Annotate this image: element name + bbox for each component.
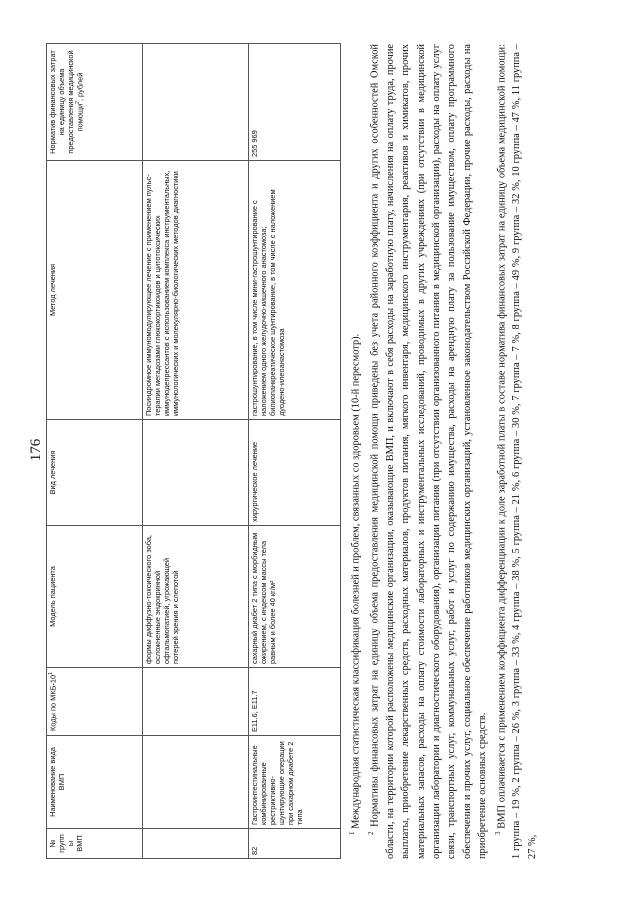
cell-codes: E11.6, E11.7 <box>249 668 341 736</box>
cell-kind <box>143 420 249 526</box>
footnote-mark: 2 <box>366 831 375 835</box>
footnote-mark: 3 <box>493 831 502 835</box>
cell-codes <box>143 668 249 736</box>
cell-group: 82 <box>249 829 341 859</box>
footnote-text: ВМП оплачивается с применением коэффициента дифференциации к доле заработной платы в составе норматива финансовых затрат на единицу объема медицинской помощи: 1 группа – 19 %, 2 группа – 26 %, 3 группа – 33 %, 4 группа – 38 %, 5 группа – 21 %, 6 группа – 30 %, 7 группа – 7 %, 8 группа – 49 %, 9 группа – 32 %, 10 группа – 47 %, 11 группа – 27 %, <box>496 44 538 859</box>
header-method: Метод лечения <box>47 161 143 420</box>
cell-model: сахарный диабет 2 типа с морбидным ожирением, с индексом массы тела равным и более 40 кг/м² <box>249 526 341 668</box>
cell-method: гастрошунтирование, в том числе мини-гастрошунтирование с наложением одного желудочно-кишечного анастомоза; билиопанкреатическое шунтирование, в том числе с наложением дуодено-илеоанастомоза <box>249 161 341 420</box>
footnote-3 <box>491 44 541 859</box>
table-row <box>249 44 341 859</box>
table-header-row <box>47 44 143 859</box>
cell-kind: хирургическое лечение <box>249 420 341 526</box>
header-model: Модель пациента <box>47 526 143 668</box>
cell-name <box>143 736 249 829</box>
footnotes <box>345 44 540 859</box>
header-codes: Коды по МКБ-$10^1$ <box>47 668 143 736</box>
footnote-2 <box>364 44 491 859</box>
vmp-table <box>46 43 341 859</box>
header-name: Наименование вида ВМП <box>47 736 143 829</box>
cell-norm: 255 969 <box>249 44 341 161</box>
header-norm: Норматив финансовых затрат на единицу объема предоставления медицинской помощи$^2$, рублей <box>47 44 143 161</box>
cell-method: Посиндромное иммуномодулирующее лечение с применением пульс-терапии мегадозами глюкокортикоидов и цитотоксических иммунодепрессантов с использованием комплекса инструментальных, иммунологических и молекулярно-биологических методов диагностики <box>143 161 249 420</box>
header-norm-ref: 2 <box>75 101 82 104</box>
footnote-1 <box>345 44 364 859</box>
table-row <box>143 44 249 859</box>
cell-norm <box>143 44 249 161</box>
page-number: 176 <box>28 438 44 462</box>
cell-model: формы диффузно-токсического зоба, осложненные эндокринной офтальмопатией, угрожающей потерей зрения и слепотой <box>143 526 249 668</box>
cell-name: Гастроинтестинальные комбинированные рестриктивно-шунтирующие операции при сахарном диабете 2 типа <box>249 736 341 829</box>
cell-group <box>143 829 249 859</box>
header-codes-ref: 1 <box>48 672 54 675</box>
footnote-mark: 1 <box>348 831 356 835</box>
footnote-text: Международная статистическая классификация болезней и проблем, связанных со здоровьем (10-й пересмотр). <box>350 333 362 832</box>
header-group: № группы ВМП <box>47 829 143 859</box>
header-kind: Вид лечения <box>47 420 143 526</box>
footnote-text: Нормативы финансовых затрат на единицу объема предоставления медицинской помощи приведены без учета районного коэффициента и других особенностей Омской области, на территории которой расположены медицинские организации, оказывающие ВМП, и включают в себя расходы на заработную плату, начисления на оплату труда, прочие выплаты, приобретение лекарственных средств, расходных материалов, продуктов питания, мягкого инвентаря, медицинского инструментария, реактивов и химикатов, прочих материальных запасов, расходы на оплату стоимости лабораторных и инструментальных исследований, проводимых в других учреждениях (при отсутствии в медицинской организации лаборатории и диагностического оборудования), организации питания (при отсутствии организованного питания в медицинской организации), расходы на оплату услуг связи, транспортных услуг, коммунальных услуг, работ и услуг по содержанию имущества, расходы на арендную плату за пользование имуществом, оплату программного обеспечения и прочих услуг, социальное обеспечение работников медицинских организаций, установленное законодательством Российской Федерации, прочие расходы, расходы на приобретение основных средств. <box>369 44 489 859</box>
